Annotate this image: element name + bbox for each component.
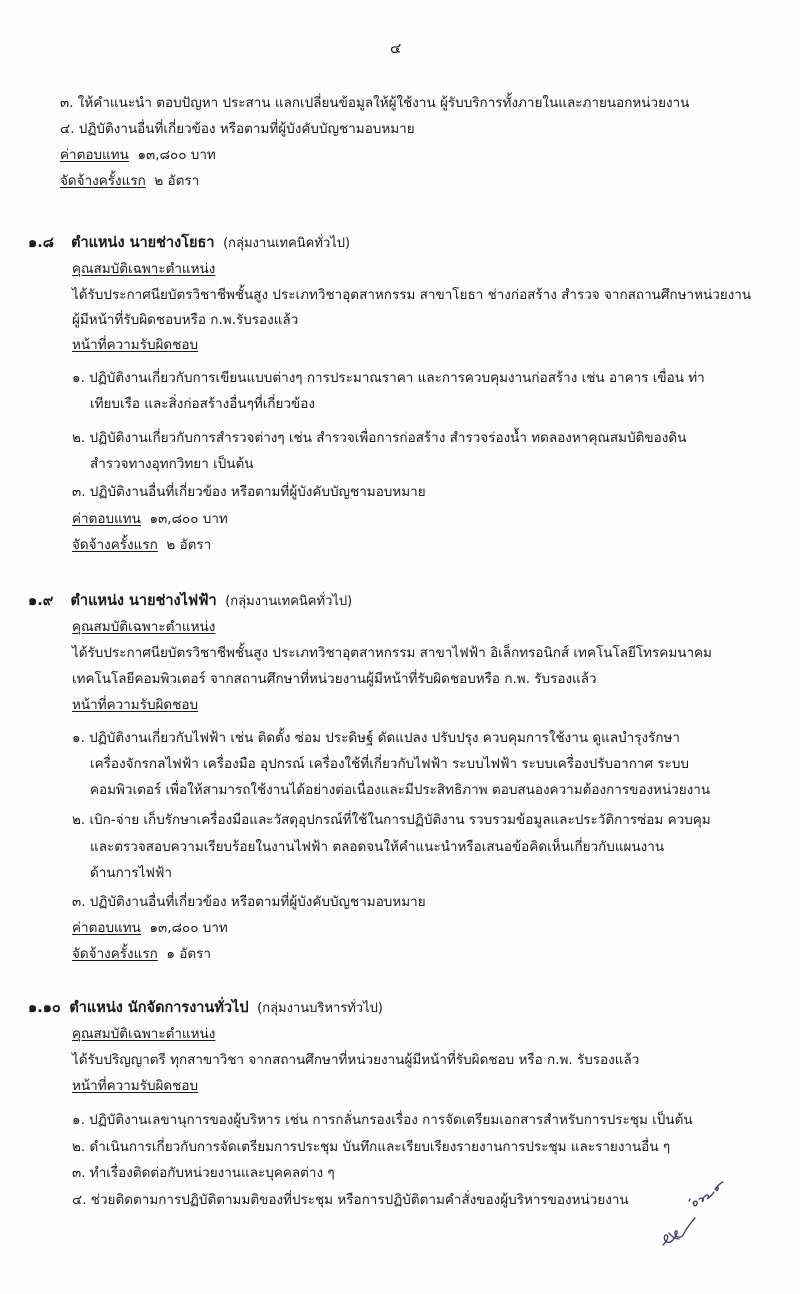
qualification-line: ผู้มีหน้าที่รับผิดชอบหรือ ก.พ.รับรองแล้ว [72, 312, 299, 328]
intro-item-3: ๓. ให้คำแนะนำ ตอบปัญหา ประสาน แลกเปลี่ยนข้อมูลให้ผู้ใช้งาน ผู้รับบริการทั้งภายในและภายนอกหน่วยงาน [60, 95, 690, 111]
hire-value: ๒ อัตรา [154, 173, 200, 189]
intro-hire [60, 171, 199, 191]
position-group: (กลุ่มงานเทคนิคทั่วไป) [225, 594, 353, 609]
position-group: (กลุ่มงานบริหารทั่วไป) [257, 1001, 383, 1016]
salary-value: ๑๓,๘๐๐ บาท [149, 511, 228, 527]
hire-row [72, 944, 211, 964]
hire-value: ๒ อัตรา [166, 537, 212, 553]
salary-label: ค่าตอบแทน [72, 920, 141, 936]
duty-item: ๓. ทำเรื่องติดต่อกับหน่วยงานและบุคคลต่าง ๆ [72, 1165, 335, 1181]
page-number: ๔ [390, 39, 402, 57]
duties-heading: หน้าที่ความรับผิดชอบ [72, 337, 199, 353]
qualification-heading: คุณสมบัติเฉพาะตำแหน่ง [72, 261, 216, 277]
hire-label: จัดจ้างครั้งแรก [60, 173, 146, 189]
duty-item: ๑. ปฏิบัติงานเกี่ยวกับการเขียนแบบต่างๆ การประมาณราคา และการควบคุมงานก่อสร้าง เช่น อาคาร เขื่อน ท่า [72, 370, 705, 386]
duty-item: ๔. ช่วยติดตามการปฏิบัติตามมติของที่ประชุม หรือการปฏิบัติตามคำสั่งของผู้บริหารของหน่วยงาน [72, 1192, 629, 1208]
hire-row [72, 535, 211, 555]
salary-row [72, 918, 228, 938]
section-heading-1-9 [28, 591, 352, 612]
salary-row [72, 509, 228, 529]
qualification-line: ได้รับประกาศนียบัตรวิชาชีพชั้นสูง ประเภทวิชาอุตสาหกรรม สาขาโยธา ช่างก่อสร้าง สำรวจ จากสถานศึกษาหน่วยงาน [72, 287, 752, 303]
position-title: ตำแหน่ง นายช่างโยธา [71, 235, 215, 251]
duty-item: ๑. ปฏิบัติงานเลขานุการของผู้บริหาร เช่น การกลั่นกรองเรื่อง การจัดเตรียมเอกสารสำหรับการประชุม เป็นต้น [72, 1112, 693, 1128]
qualification-line: ได้รับปริญญาตรี ทุกสาขาวิชา จากสถานศึกษาที่หน่วยงานผู้มีหน้าที่รับผิดชอบ หรือ ก.พ. รับรองแล้ว [72, 1052, 640, 1068]
duty-item: ๑. ปฏิบัติงานเกี่ยวกับไฟฟ้า เช่น ติดตั้ง ซ่อม ประดิษฐ์ ดัดแปลง ปรับปรุง ควบคุมการใช้งาน ดูแลบำรุงรักษา [72, 730, 680, 746]
handwritten-signature-icon [655, 1175, 745, 1255]
duties-heading: หน้าที่ความรับผิดชอบ [72, 1078, 199, 1094]
duty-item: ๓. ปฏิบัติงานอื่นที่เกี่ยวข้อง หรือตามที่ผู้บังคับบัญชามอบหมาย [72, 894, 426, 910]
section-number: ๑.๑๐ [28, 1000, 61, 1016]
duty-item: ๒. เบิก-จ่าย เก็บรักษาเครื่องมือและวัสดุอุปกรณ์ที่ใช้ในการปฏิบัติงาน รวบรวมข้อมูลและประวัติการซ่อม ควบคุม [72, 812, 711, 828]
hire-label: จัดจ้างครั้งแรก [72, 537, 158, 553]
qualification-heading: คุณสมบัติเฉพาะตำแหน่ง [72, 1026, 216, 1042]
salary-label: ค่าตอบแทน [72, 511, 141, 527]
section-heading-1-10 [28, 998, 383, 1019]
salary-label: ค่าตอบแทน [60, 147, 129, 163]
hire-label: จัดจ้างครั้งแรก [72, 946, 158, 962]
salary-value: ๑๓,๘๐๐ บาท [149, 920, 228, 936]
position-group: (กลุ่มงานเทคนิคทั่วไป) [223, 236, 351, 251]
qualification-line: ได้รับประกาศนียบัตรวิชาชีพชั้นสูง ประเภทวิชาอุตสาหกรรม สาขาไฟฟ้า อิเล็กทรอนิกส์ เทคโนโลยีโทรคมนาคม [72, 645, 712, 661]
qualification-heading: คุณสมบัติเฉพาะตำแหน่ง [72, 619, 216, 635]
duties-heading: หน้าที่ความรับผิดชอบ [72, 697, 199, 713]
duty-item-cont: สำรวจทางอุทกวิทยา เป็นต้น [90, 456, 254, 472]
section-number: ๑.๘ [28, 235, 54, 251]
duty-item-cont: คอมพิวเตอร์ เพื่อให้สามารถใช้งานได้อย่างต่อเนื่องและมีประสิทธิภาพ ตอบสนองความต้องการของหน่วยงาน [90, 782, 711, 798]
section-number: ๑.๙ [28, 593, 54, 609]
position-title: ตำแหน่ง นักจัดการงานทั่วไป [69, 1000, 249, 1016]
duty-item-cont: และตรวจสอบความเรียบร้อยในงานไฟฟ้า ตลอดจนให้คำแนะนำหรือเสนอข้อคิดเห็นเกี่ยวกับแผนงาน [90, 839, 665, 855]
duty-item: ๒. ดำเนินการเกี่ยวกับการจัดเตรียมการประชุม บันทึกและเรียบเรียงรายงานการประชุม และรายงานอื่น ๆ [72, 1139, 671, 1155]
section-heading-1-8 [28, 233, 350, 254]
duty-item-cont: ด้านการไฟฟ้า [90, 865, 173, 881]
intro-salary [60, 145, 216, 165]
duty-item-cont: เทียบเรือ และสิ่งก่อสร้างอื่นๆที่เกี่ยวข้อง [90, 396, 315, 412]
position-title: ตำแหน่ง นายช่างไฟฟ้า [70, 593, 217, 609]
duty-item: ๓. ปฏิบัติงานอื่นที่เกี่ยวข้อง หรือตามที่ผู้บังคับบัญชามอบหมาย [72, 484, 426, 500]
duty-item-cont: เครื่องจักรกลไฟฟ้า เครื่องมือ อุปกรณ์ เครื่องใช้ที่เกี่ยวกับไฟฟ้า ระบบไฟฟ้า ระบบเครื่องปรับอากาศ ระบบ [90, 756, 690, 772]
duty-item: ๒. ปฏิบัติงานเกี่ยวกับการสำรวจต่างๆ เช่น สำรวจเพื่อการก่อสร้าง สำรวจร่องน้ำ ทดลองหาคุณสมบัติของดิน [72, 430, 687, 446]
intro-item-4: ๔. ปฏิบัติงานอื่นที่เกี่ยวข้อง หรือตามที่ผู้บังคับบัญชามอบหมาย [60, 121, 415, 137]
qualification-line: เทคโนโลยีคอมพิวเตอร์ จากสถานศึกษาที่หน่วยงานผู้มีหน้าที่รับผิดชอบหรือ ก.พ. รับรองแล้ว [72, 671, 597, 687]
salary-value: ๑๓,๘๐๐ บาท [137, 147, 216, 163]
hire-value: ๑ อัตรา [166, 946, 211, 962]
